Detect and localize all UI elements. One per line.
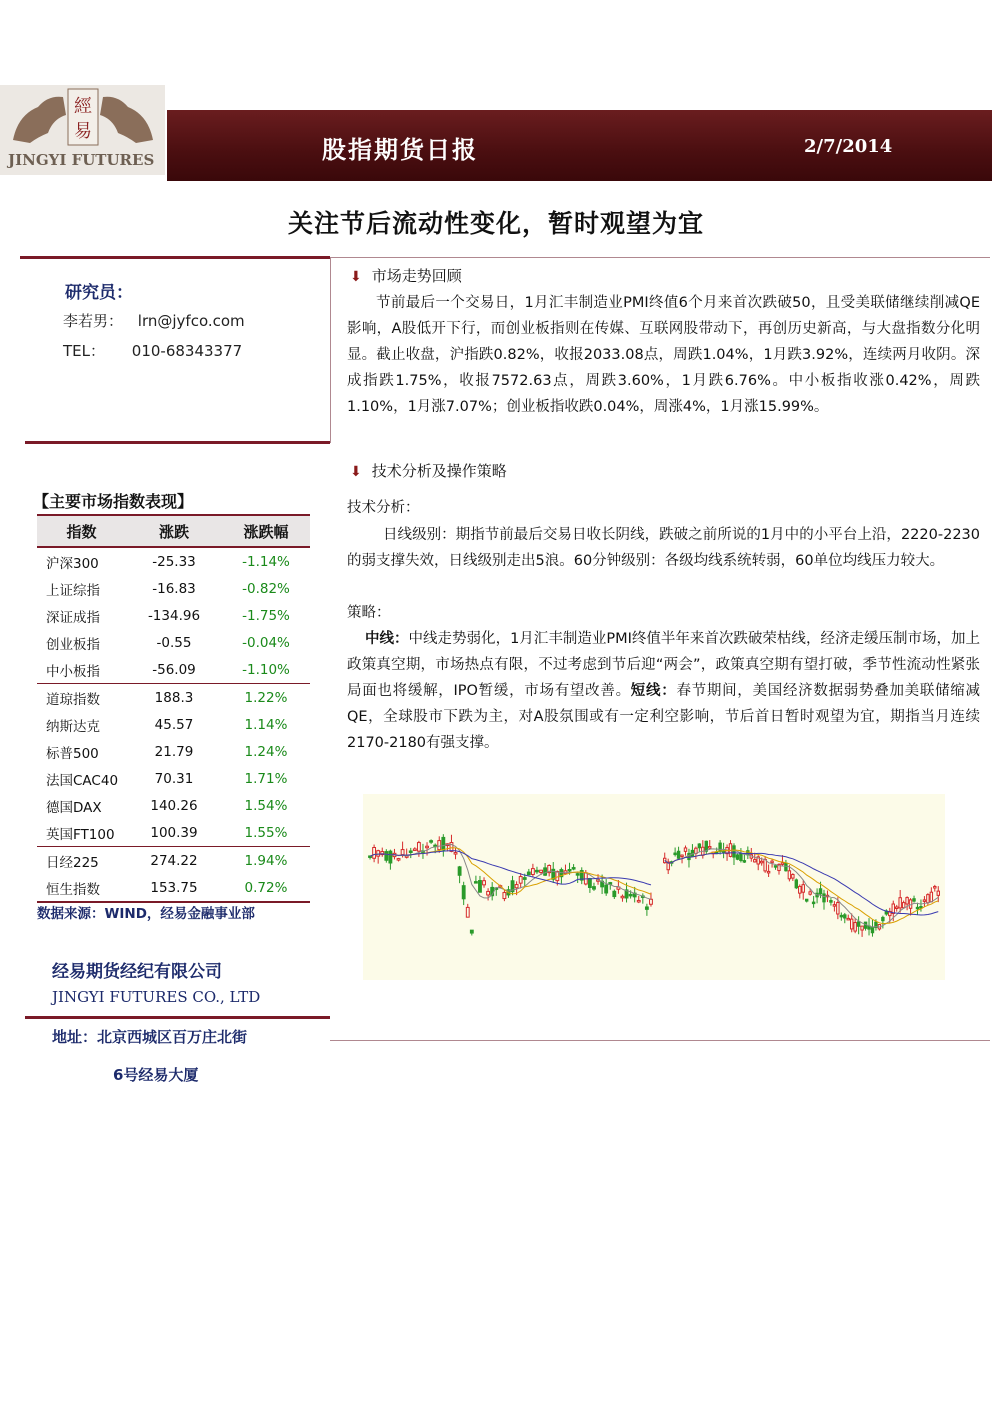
- candle-body: [474, 882, 477, 884]
- section-heading-market-review: [350, 265, 462, 286]
- candle-body: [812, 902, 814, 904]
- candle-body: [442, 837, 445, 850]
- researcher-name: 李若男：: [63, 312, 124, 330]
- candle-body: [767, 871, 769, 873]
- candlestick-chart-graphic: [363, 794, 658, 980]
- column-header: 指数: [37, 515, 126, 547]
- moving-average-line: [370, 851, 651, 885]
- pct-cell: -1.75%: [242, 607, 290, 624]
- pct-cell: 1.54%: [244, 797, 288, 814]
- candle-body: [805, 899, 807, 901]
- candle-body: [930, 892, 932, 902]
- candle-body: [519, 877, 522, 884]
- candle-body: [466, 907, 469, 917]
- candle-body: [740, 854, 742, 861]
- candle-body: [861, 926, 863, 930]
- candle-body: [645, 907, 648, 909]
- strategy-text: [347, 626, 980, 756]
- logo-text: JINGYI FUTURES: [8, 151, 155, 169]
- pct-cell: 1.14%: [244, 716, 288, 733]
- index-name-cell: 创业板指: [46, 636, 100, 653]
- candle-body: [684, 848, 686, 851]
- candle-body: [413, 849, 416, 851]
- table-row: [37, 819, 310, 847]
- researcher-tel-line: [63, 340, 242, 361]
- candle-body: [438, 841, 441, 850]
- candle-body: [896, 907, 898, 909]
- candle-body: [576, 874, 579, 876]
- pct-cell: -0.04%: [242, 634, 290, 651]
- candle-body: [544, 868, 547, 875]
- index-name-cell: 道琼指数: [37, 684, 126, 712]
- candle-body: [650, 899, 653, 904]
- table-header-row: [37, 515, 310, 547]
- divider: [25, 1016, 330, 1019]
- candle-body: [733, 846, 735, 857]
- candle-body: [854, 923, 856, 932]
- change-cell: 140.26: [150, 797, 198, 814]
- table-row: [37, 575, 310, 602]
- tech-analysis-text: 日线级别：期指节前最后交易日收长阴线，跌破之前所说的1月中的小平台上沿，2220-2230的弱支撑失效，日线级别走出5浪。60分钟级别：各级均线系统转弱，60单位均线压力较大。: [347, 527, 980, 569]
- candle-body: [760, 861, 762, 863]
- candle-body: [681, 855, 683, 857]
- candle-body: [450, 843, 453, 852]
- candle-body: [629, 894, 632, 896]
- candle-body: [691, 850, 693, 856]
- moving-average-line: [665, 849, 939, 927]
- market-review-text: 节前最后一个交易日，1月汇丰制造业PMI终值6个月来首次跌破50，且受美联储继续削减QE影响，A股低开下行，而创业板指则在传媒、互联网股带动下，再创历史新高，与大盘指数分化明显。截止收盘，沪指跌0.82%，收报2033.08点，周跌1.04%，1月跌3.92%，连续两月收阴。深成指跌1.75%，收报7572.63点，周跌3.60%，1月跌6.76%。中小板指收涨0.42%，周跌1.10%，1月涨7.07%；创业板指收跌0.04%，周涨4%，1月涨15.99%。: [347, 295, 980, 415]
- table-row: [37, 738, 310, 765]
- candle-body: [479, 881, 482, 893]
- headline: 关注节后流动性变化，暂时观望为宜: [287, 209, 704, 238]
- company-logo: [0, 85, 165, 175]
- candle-body: [840, 915, 842, 917]
- candle-body: [847, 918, 849, 920]
- change-cell: -0.55: [156, 634, 192, 651]
- candle-body: [621, 896, 624, 898]
- change-cell: 274.22: [126, 847, 222, 875]
- table-row: [37, 547, 310, 575]
- candle-body: [385, 852, 388, 861]
- candle-body: [837, 903, 839, 914]
- candle-body: [937, 891, 939, 895]
- candle-body: [527, 872, 530, 875]
- candle-body: [426, 846, 429, 848]
- tech-analysis-label: 技术分析：: [347, 500, 420, 516]
- table-row: [37, 765, 310, 792]
- candle-body: [754, 860, 756, 862]
- svg-text:易: 易: [74, 121, 92, 142]
- candle-body: [819, 889, 821, 894]
- divider: [20, 256, 330, 259]
- candle-body: [688, 853, 690, 859]
- data-source: 数据来源：WIND，经易金融事业部: [37, 906, 255, 922]
- candle-body: [373, 848, 376, 859]
- index-name-cell: 沪深300: [46, 555, 99, 572]
- candle-body: [462, 886, 465, 899]
- candle-body: [503, 893, 506, 899]
- candle-body: [743, 861, 745, 863]
- candle-body: [719, 843, 721, 851]
- table-row: [37, 847, 310, 875]
- candle-body: [677, 851, 679, 858]
- column-header: 涨跌幅: [222, 515, 310, 547]
- divider: [330, 258, 331, 443]
- change-cell: 70.31: [154, 770, 194, 787]
- change-cell: -25.33: [152, 553, 196, 570]
- address-line-2: 6号经易大厦: [113, 1066, 199, 1084]
- candle-body: [792, 874, 794, 878]
- candle-body: [902, 903, 904, 908]
- candle-body: [417, 843, 420, 852]
- change-cell: 100.39: [150, 824, 198, 841]
- pct-cell: 1.94%: [222, 847, 310, 875]
- change-cell: 45.57: [154, 716, 194, 733]
- short-term-label: 短线：: [630, 683, 677, 699]
- candle-body: [809, 892, 811, 894]
- strategy-label: 策略：: [347, 605, 391, 621]
- researcher-heading: 研究员：: [65, 283, 133, 303]
- intraday-candlestick-chart-image: [658, 794, 945, 980]
- candle-body: [389, 851, 392, 863]
- table-row: [37, 684, 310, 712]
- mid-term-text: 中线走势弱化，1月汇丰制造业PMI终值半年来首次跌破荣枯线，经济走缓压制市场，加上政策真空期，市场热点有限，不过考虑到节后迎“两会”，政策真空期有望打破，季节性流动性紧张局面也将缓解，IPO暂缓，市场有望改善。: [347, 631, 981, 699]
- candle-body: [536, 870, 539, 872]
- candle-body: [487, 891, 490, 895]
- pct-cell: 1.24%: [244, 743, 288, 760]
- candle-body: [637, 900, 640, 902]
- candle-body: [795, 880, 797, 888]
- table-row: [37, 602, 310, 629]
- table-row: [37, 629, 310, 656]
- index-name-cell: 英国FT100: [46, 826, 115, 843]
- candle-body: [857, 922, 859, 927]
- report-title: 股指期货日报: [322, 136, 478, 164]
- candle-body: [927, 895, 929, 903]
- candle-body: [674, 853, 676, 855]
- pct-cell: 1.71%: [244, 770, 288, 787]
- index-name-cell: 德国DAX: [46, 799, 102, 816]
- candle-body: [556, 872, 559, 881]
- pct-cell: 1.22%: [222, 684, 310, 712]
- address-line-1: 地址：北京西城区百万庄北街: [52, 1028, 248, 1046]
- candle-body: [882, 917, 884, 920]
- short-term-text: 春节期间，美国经济数据弱势叠加美联储缩减QE，全球股市下跌为主，对A股氛围或有一定利空影响，节后首日暂时观望为宜，期指当月连续2170-2180有强支撑。: [347, 683, 981, 751]
- change-cell: 21.79: [154, 743, 194, 760]
- candle-body: [747, 851, 749, 855]
- table-row: [37, 656, 310, 684]
- candle-body: [572, 868, 575, 870]
- divider: [330, 1040, 990, 1041]
- divider: [330, 257, 990, 258]
- candle-body: [764, 859, 766, 870]
- candle-body: [899, 898, 901, 908]
- candle-body: [920, 907, 922, 909]
- candle-body: [913, 899, 915, 901]
- tel-number: 010-68343377: [131, 342, 243, 360]
- pct-cell: -1.10%: [242, 661, 290, 678]
- table-row: [37, 874, 310, 902]
- tel-label: TEL：: [63, 342, 105, 360]
- change-cell: 153.75: [126, 874, 222, 902]
- change-cell: -16.83: [152, 580, 196, 597]
- candle-body: [698, 844, 700, 848]
- index-table-title: 【主要市场指数表现】: [33, 492, 194, 511]
- candle-body: [802, 885, 804, 893]
- candle-body: [709, 847, 711, 849]
- candle-body: [430, 841, 433, 843]
- pct-cell: 1.55%: [244, 824, 288, 841]
- candle-body: [588, 879, 591, 888]
- researcher-name-line: [63, 310, 245, 331]
- candle-body: [788, 871, 790, 879]
- candle-body: [458, 867, 461, 875]
- candle-body: [844, 915, 846, 918]
- candle-body: [934, 886, 936, 888]
- pct-cell: -1.14%: [242, 553, 290, 570]
- candle-body: [531, 869, 534, 875]
- arrow-bullet-icon: ⬇︎: [350, 464, 362, 480]
- bull-bear-logo-icon: [8, 85, 158, 147]
- report-date: 2/7/2014: [804, 136, 893, 157]
- index-name-cell: 恒生指数: [37, 874, 126, 902]
- index-name-cell: 中小板指: [46, 663, 100, 680]
- company-name-en: JINGYI FUTURES CO., LTD: [52, 988, 261, 1006]
- pct-cell: -0.82%: [242, 580, 290, 597]
- candle-body: [568, 870, 571, 872]
- researcher-email[interactable]: lrn@jyfco.com: [137, 312, 245, 330]
- table-row: [37, 711, 310, 738]
- index-table: [37, 514, 310, 903]
- candle-body: [523, 878, 526, 880]
- candle-body: [409, 851, 412, 853]
- candle-body: [871, 928, 873, 933]
- candle-body: [830, 901, 832, 903]
- column-header: 涨跌: [126, 515, 222, 547]
- svg-text:經: 經: [74, 96, 92, 117]
- change-cell: -134.96: [147, 607, 201, 624]
- index-name-cell: 纳斯达克: [46, 718, 100, 735]
- moving-average-line: [665, 853, 939, 915]
- candle-body: [401, 850, 404, 855]
- candle-body: [397, 859, 400, 861]
- candle-body: [785, 863, 787, 871]
- candle-body: [771, 861, 773, 863]
- candle-body: [593, 887, 596, 889]
- candle-body: [892, 904, 894, 913]
- candle-body: [774, 866, 776, 868]
- candle-body: [736, 855, 738, 859]
- daily-candlestick-chart-image: [363, 794, 658, 980]
- pct-cell: 0.72%: [222, 874, 310, 902]
- candle-body: [799, 886, 801, 893]
- index-name-cell: 上证综指: [46, 582, 100, 599]
- candle-body: [923, 900, 925, 902]
- candle-body: [823, 894, 825, 902]
- section-heading-tech-analysis: [350, 460, 507, 481]
- candle-body: [540, 870, 543, 872]
- moving-average-line: [665, 850, 939, 924]
- mid-term-label: 中线：: [365, 631, 409, 647]
- index-name-cell: 日经225: [37, 847, 126, 875]
- section-heading-text: 技术分析及操作策略: [371, 462, 507, 480]
- index-name-cell: 法国CAC40: [46, 772, 119, 789]
- change-cell: -56.09: [152, 661, 196, 678]
- candle-body: [483, 881, 486, 885]
- index-name-cell: 深证成指: [46, 609, 100, 626]
- candle-body: [377, 851, 380, 856]
- candle-body: [515, 885, 518, 888]
- header-banner: [167, 110, 992, 181]
- index-name-cell: 标普500: [46, 745, 99, 762]
- candle-body: [833, 905, 835, 907]
- section-heading-text: 市场走势回顾: [371, 267, 462, 285]
- divider: [25, 441, 330, 444]
- candle-body: [613, 891, 616, 896]
- candle-body: [470, 930, 473, 933]
- change-cell: 188.3: [126, 684, 222, 712]
- candlestick-chart-graphic: [658, 794, 945, 980]
- candle-body: [781, 863, 783, 865]
- candle-body: [916, 907, 918, 909]
- company-name-cn: 经易期货经纪有限公司: [52, 962, 222, 982]
- candle-body: [605, 885, 608, 893]
- candle-body: [906, 898, 908, 904]
- candle-body: [850, 919, 852, 929]
- arrow-bullet-icon: ⬇︎: [350, 269, 362, 285]
- candle-body: [454, 853, 457, 855]
- candle-body: [664, 858, 666, 862]
- table-row: [37, 792, 310, 819]
